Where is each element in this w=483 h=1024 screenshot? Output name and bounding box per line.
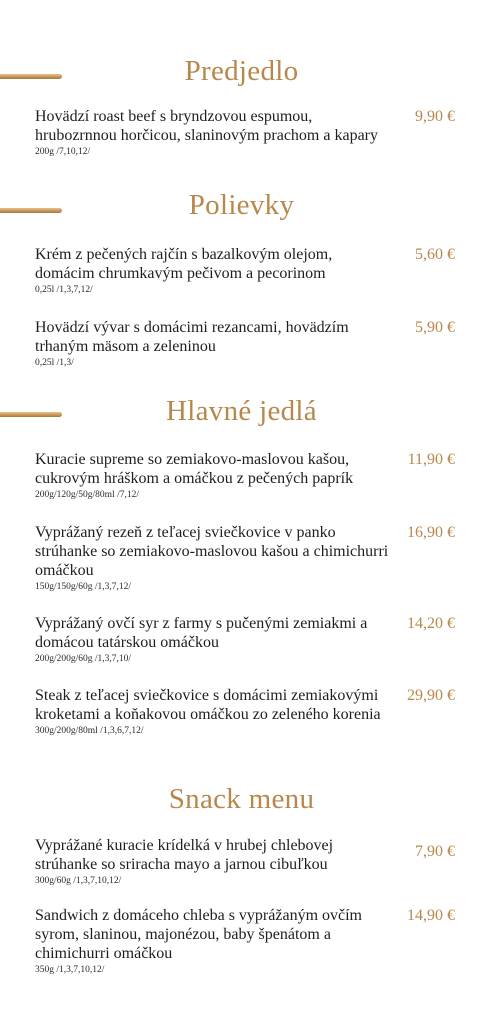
item-portion-allergens: 200g /7,10,12/ bbox=[35, 147, 91, 157]
item-price: 5,90 € bbox=[415, 319, 455, 336]
section-title-polievky: Polievky bbox=[188, 189, 295, 221]
item-portion-allergens: 200g/200g/60g /1,3,7,10/ bbox=[35, 654, 132, 664]
menu-item bbox=[35, 906, 465, 976]
item-price: 9,90 € bbox=[415, 108, 455, 125]
item-price: 16,90 € bbox=[407, 524, 455, 541]
section-title-predjedlo: Predjedlo bbox=[184, 55, 299, 87]
item-portion-allergens: 150g/150g/60g /1,3,7,12/ bbox=[35, 582, 132, 592]
item-name: Vyprážaný ovčí syr z farmy s pučenými zemiakmi a domácou tatárskou omáčkou bbox=[35, 615, 368, 651]
item-name: Steak z teľacej sviečkovice s domácimi zemiakovými kroketami a koňakovou omáčkou zo zeleného korenia bbox=[35, 687, 381, 723]
item-price: 14,20 € bbox=[407, 615, 455, 632]
menu-item bbox=[35, 523, 465, 593]
menu-item bbox=[35, 450, 465, 501]
item-price: 7,90 € bbox=[415, 843, 455, 860]
item-portion-allergens: 0,25l /1,3/ bbox=[35, 358, 74, 368]
item-portion-allergens: 350g /1,3,7,10,12/ bbox=[35, 965, 105, 975]
item-name: Vyprážaný rezeň z teľacej sviečkovice v panko strúhanke so zemiakovo-maslovou kašou a chimichurri omáčkou bbox=[35, 524, 389, 579]
section-title-snack-menu: Snack menu bbox=[168, 783, 315, 815]
item-portion-allergens: 300g/200g/80ml /1,3,6,7,12/ bbox=[35, 726, 144, 736]
menu-item bbox=[35, 836, 465, 887]
menu-item bbox=[35, 318, 465, 369]
item-price: 5,60 € bbox=[415, 246, 455, 263]
item-name: Kuracie supreme so zemiakovo-maslovou kašou, cukrovým hráškom a omáčkou z pečených paprík bbox=[35, 451, 354, 487]
item-name: Hovädzí roast beef s bryndzovou espumou, hrubozrnnou horčicou, slaninovým prachom a kapary bbox=[35, 108, 379, 144]
item-name: Vyprážané kuracie krídelká v hrubej chlebovej strúhanke so sriracha mayo a jarnou cibuľkou bbox=[35, 837, 334, 873]
menu-item bbox=[35, 107, 465, 158]
menu-item bbox=[35, 245, 465, 296]
item-name: Krém z pečených rajčín s bazalkovým olejom, domácim chrumkavým pečivom a pecorinom bbox=[35, 246, 333, 282]
menu-item bbox=[35, 614, 465, 665]
item-price: 11,90 € bbox=[407, 451, 455, 468]
item-price: 29,90 € bbox=[407, 687, 455, 704]
section-title-hlavne-jedla: Hlavné jedlá bbox=[166, 395, 317, 427]
item-name: Sandwich z domáceho chleba s vyprážaným ovčím syrom, slaninou, majonézou, baby špenátom a chimichurri omáčkou bbox=[35, 907, 362, 962]
item-price: 14,90 € bbox=[407, 907, 455, 924]
item-portion-allergens: 200g/120g/50g/80ml /7,12/ bbox=[35, 490, 139, 500]
item-portion-allergens: 300g/60g /1,3,7,10,12/ bbox=[35, 876, 122, 886]
menu-item bbox=[35, 686, 465, 737]
item-name: Hovädzí vývar s domácimi rezancami, hovädzím trhaným mäsom a zeleninou bbox=[35, 319, 349, 355]
item-portion-allergens: 0,25l /1,3,7,12/ bbox=[35, 285, 93, 295]
